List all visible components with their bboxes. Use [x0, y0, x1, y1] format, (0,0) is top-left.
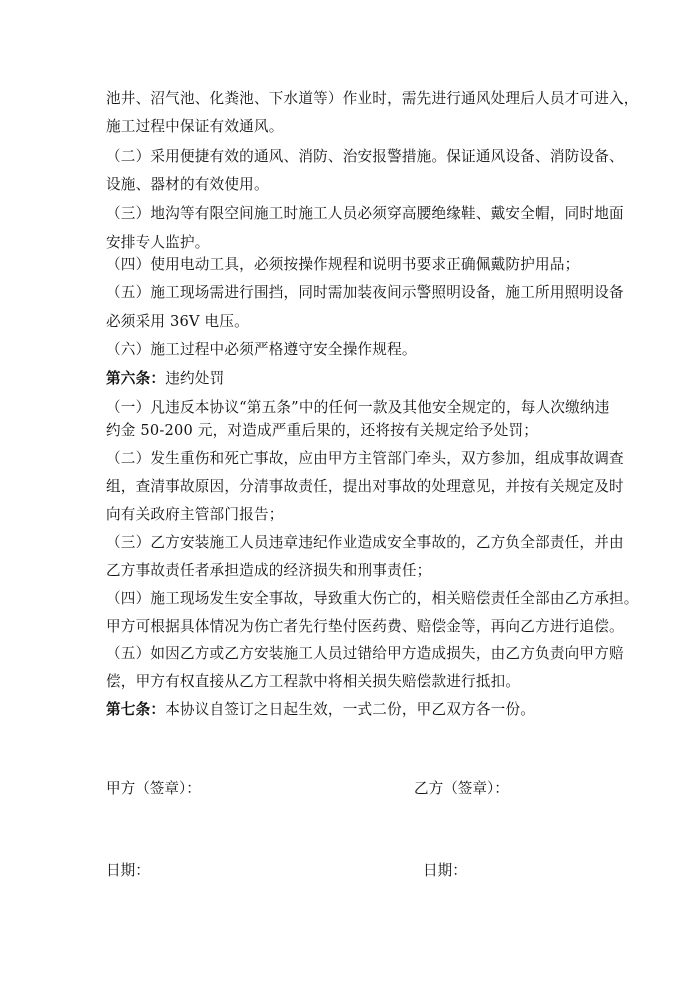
- clause-text: （四）施工现场发生安全事故，导致重大伤亡的，相关赔偿责任全部由乙方承担。: [106, 590, 639, 607]
- article-seven-text: 本协议自签订之日起生效，一式二份，甲乙双方各一份。: [165, 701, 536, 718]
- clause-text: 约金 50-200 元，对造成严重后果的，还将按有关规定给予处罚；: [106, 422, 539, 439]
- clause-text: 施工过程中保证有效通风。: [106, 118, 284, 135]
- article-six-title: 违约处罚: [165, 370, 225, 387]
- article-six-label: 第六条：: [106, 370, 166, 387]
- clause-text: 安排专人监护。: [106, 234, 210, 251]
- clause-text: （五）施工现场需进行围挡，同时需加装夜间示警照明设备，施工所用照明设备: [106, 284, 624, 301]
- clause-text: 乙方事故责任者承担造成的经济损失和刑事责任；: [106, 562, 432, 579]
- clause-text: 池井、沼气池、化粪池、下水道等）作业时，需先进行通风处理后人员才可进入，: [106, 90, 639, 107]
- clause-text: 组，查清事故原因，分清事故责任，提出对事故的处理意见，并按有关规定及时: [106, 478, 624, 495]
- clause-text: （五）如因乙方或乙方安装施工人员过错给甲方造成损失，由乙方负责向甲方赔: [106, 645, 624, 662]
- party-b-signature-label: 乙方（签章）：: [414, 780, 509, 797]
- clause-text: 必须采用 36V 电压。: [106, 313, 249, 330]
- clause-text: （三）地沟等有限空间施工时施工人员必须穿高腰绝缘鞋、戴安全帽，同时地面: [106, 205, 624, 222]
- clause-text: 向有关政府主管部门报告；: [106, 506, 284, 523]
- party-a-date-label: 日期：: [106, 862, 150, 879]
- clause-text: 甲方可根据具体情况为伤亡者先行垫付医药费、赔偿金等，再向乙方进行追偿。: [106, 618, 624, 635]
- article-seven: [106, 700, 535, 720]
- clause-text: （二）采用便捷有效的通风、消防、治安报警措施。保证通风设备、消防设备、: [106, 148, 624, 165]
- clause-text: （六）施工过程中必须严格遵守安全操作规程。: [106, 341, 417, 358]
- clause-text: （三）乙方安装施工人员违章违纪作业造成安全事故的，乙方负全部责任，并由: [106, 534, 624, 551]
- party-b-date-label: 日期：: [423, 862, 467, 879]
- article-six-heading: [106, 369, 224, 389]
- clause-text: （二）发生重伤和死亡事故，应由甲方主管部门牵头，双方参加，组成事故调查: [106, 450, 624, 467]
- clause-text: 设施、器材的有效使用。: [106, 176, 269, 193]
- clause-text: 偿，甲方有权直接从乙方工程款中将相关损失赔偿款进行抵扣。: [106, 673, 521, 690]
- party-a-signature-label: 甲方（签章）：: [106, 780, 201, 797]
- clause-text: （四）使用电动工具，必须按操作规程和说明书要求正确佩戴防护用品；: [106, 256, 580, 273]
- article-seven-label: 第七条：: [106, 701, 166, 718]
- clause-text: （一）凡违反本协议“第五条”中的任何一款及其他安全规定的，每人次缴纳违: [106, 399, 610, 416]
